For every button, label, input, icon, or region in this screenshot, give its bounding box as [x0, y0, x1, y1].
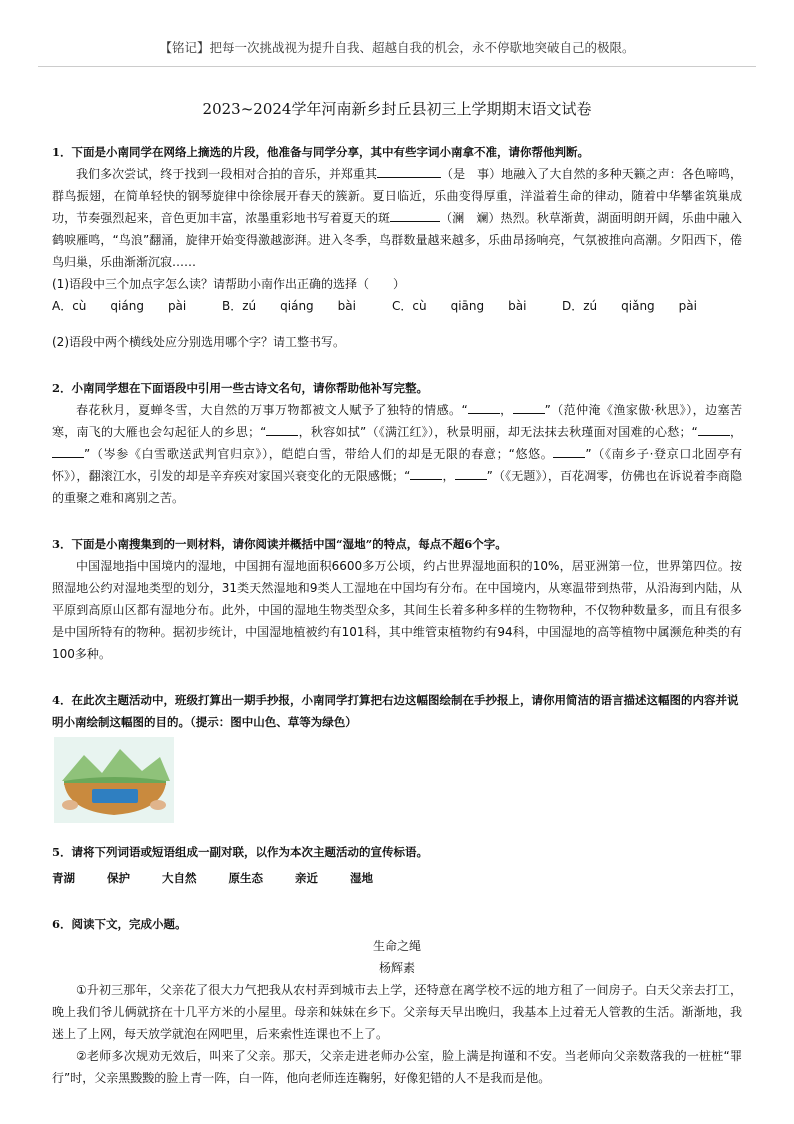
essay-paragraph-1: ①升初三那年，父亲花了很大力气把我从农村弄到城市去上学，还特意在离学校不远的地方租了一间房子。白天父亲去打工，晚上我们爷儿俩就挤在十几平方米的小屋里。母亲和妹妹在乡下。父亲每天早出晚归，我基本上过着无人管教的生活。渐渐地，我迷上了上网，每天放学就泡在网吧里，后来索性连课也不上了。	[52, 983, 742, 1041]
q2-text-8: ，	[442, 469, 455, 483]
word-2: 保护	[107, 871, 130, 885]
header-motto: 【铭记】把每一次挑战视为提升自我、超越自我的机会，永不停歇地突破自己的极限。	[159, 40, 635, 55]
word-4: 原生态	[228, 871, 263, 885]
question-1-options	[52, 295, 742, 317]
question-3-stem: 3．下面是小南搜集到的一则材料，请你阅读并概括中国“湿地”的特点，每点不超6个字。	[52, 537, 507, 551]
question-1-passage	[52, 163, 742, 273]
q2-text-4: ，秋容如拭”（《满江红》），秋景明丽，却无法抹去秋瑾面对国难的心愁；“	[298, 425, 698, 439]
essay-paragraph-2: ②老师多次规劝无效后，叫来了父亲。那天，父亲走进老师办公室，脸上满是拘谨和不安。当老师向父亲数落我的一桩桩“罪行”时，父亲黑黢黢的脸上青一阵，白一阵，他向老师连连鞠躬，好像犯错的人不是我而是他。	[52, 1049, 742, 1085]
essay-title: 生命之绳	[372, 939, 421, 953]
q2-blank-7[interactable]	[410, 465, 442, 480]
q2-text-5: ，	[729, 425, 742, 439]
illustration-right-hand	[150, 800, 166, 810]
question-2-passage	[52, 399, 742, 509]
q2-blank-8[interactable]	[455, 465, 487, 480]
question-1-sub-1: (1)语段中三个加点字怎么读？请帮助小南作出正确的选择（ ）	[52, 277, 406, 291]
wetland-illustration	[54, 737, 174, 823]
q1-blank-2[interactable]	[390, 207, 440, 222]
option-b[interactable]: B．zú qiáng bài	[222, 299, 356, 313]
q2-blank-5[interactable]	[52, 443, 84, 458]
illustration-bowl-label	[92, 789, 138, 803]
q2-text-2: ，	[499, 403, 513, 417]
question-1-sub-2: (2)语段中两个横线处应分别选用哪个字？请工整书写。	[52, 335, 346, 349]
q2-blank-2[interactable]	[513, 399, 545, 414]
word-5: 亲近	[295, 871, 318, 885]
q1-blank-1[interactable]	[377, 163, 441, 178]
page-title: 2023~2024学年河南新乡封丘县初三上学期期末语文试卷	[202, 100, 592, 118]
q2-text-3: ”（范仲淹《渔家傲·秋思》），边塞苦寒，南飞的大雁也会勾起征人的乡思；“	[52, 403, 742, 439]
word-3: 大自然	[162, 871, 197, 885]
word-6: 湿地	[350, 871, 373, 885]
essay-author: 杨辉素	[378, 961, 415, 975]
option-a[interactable]: A．cù qiáng pài	[52, 299, 187, 313]
q2-text-1: 春花秋月，夏蝉冬雪，大自然的万事万物都被文人赋予了独特的情感。“	[76, 403, 468, 417]
question-2-stem: 2．小南同学想在下面语段中引用一些古诗文名句，请你帮助他补写完整。	[52, 381, 428, 395]
q2-blank-6[interactable]	[553, 443, 585, 458]
q2-blank-1[interactable]	[468, 399, 500, 414]
header-divider	[38, 66, 756, 67]
question-5-stem: 5．请将下列词语或短语组成一副对联，以作为本次主题活动的宣传标语。	[52, 845, 428, 859]
question-1-stem: 1．下面是小南同学在网络上摘选的片段，他准备与同学分享，其中有些字词小南拿不准，请你帮他判断。	[52, 145, 589, 159]
question-6-stem: 6．阅读下文，完成小题。	[52, 917, 187, 931]
q1-passage-part-c: （澜 斓）热烈。秋草渐黄，湖面明朗开阔，乐曲中融入鹤唳雁鸣，“鸟浪”翻涌，旋律开始变得激越澎湃。进入冬季，鸟群数量越来越多，乐曲昂扬响亮，气氛被推向高潮。夕阳西下，倦鸟归巢，乐曲渐渐沉寂……	[52, 211, 742, 269]
question-3-passage: 中国湿地指中国境内的湿地，中国拥有湿地面积6600多万公顷，约占世界湿地面积的10%，居亚洲第一位，世界第四位。按照湿地公约对湿地类型的划分，31类天然湿地和9类人工湿地在中国均有分布。在中国境内，从寒温带到热带，从沿海到内陆，从平原到高原山区都有湿地分布。此外，中国的湿地生物类型众多，其间生长着多种多样的生物物种，不仅物种数量多，而且有很多是中国所特有的物种。据初步统计，中国湿地植被约有101科，其中维管束植物约有94科，中国湿地的高等植物中属濒危种类的有100多种。	[52, 559, 742, 661]
illustration-left-hand	[62, 800, 78, 810]
word-1: 青湖	[52, 871, 75, 885]
q2-blank-3[interactable]	[266, 421, 298, 436]
q2-text-6: ”（岑参《白雪歌送武判官归京》），皑皑白雪，带给人们的却是无限的春意；“悠悠。	[84, 447, 554, 461]
document-body	[52, 141, 742, 1089]
q2-text-9: ”（《无题》），百花凋零，仿佛也在诉说着李商隐的重聚之难和离别之苦。	[52, 469, 742, 505]
option-c[interactable]: C．cù qiāng bài	[392, 299, 527, 313]
option-d[interactable]: D．zú qiǎng pài	[562, 299, 697, 313]
question-5-word-list	[52, 867, 742, 889]
q1-passage-part-b: （是 事）地融入了大自然的多种天籁之声：各色啼鸣，群鸟振翅，在简单轻快的钢琴旋律中徐徐展开春天的簇新。夏日临近，乐曲变得厚重，洋溢着生命的律动，随着中华攀雀筑巢成功，节奏强烈起来，音色更加丰富，浓墨重彩地书写着夏天的斑	[52, 167, 742, 225]
q1-passage-part-a: 我们多次尝试，终于找到一段相对合拍的音乐，并郑重其	[76, 167, 377, 181]
question-4-stem: 4．在此次主题活动中，班级打算出一期手抄报，小南同学打算把右边这幅图绘制在手抄报上，请你用简洁的语言描述这幅图的内容并说明小南绘制这幅图的目的。（提示：图中山色、草等为绿色）	[52, 693, 739, 729]
q2-text-7: ”（《南乡子·登京口北固亭有怀》），翻滚江水，引发的却是辛弃疾对家国兴衰变化的无限感慨；“	[52, 447, 742, 483]
q2-blank-4[interactable]	[698, 421, 730, 436]
